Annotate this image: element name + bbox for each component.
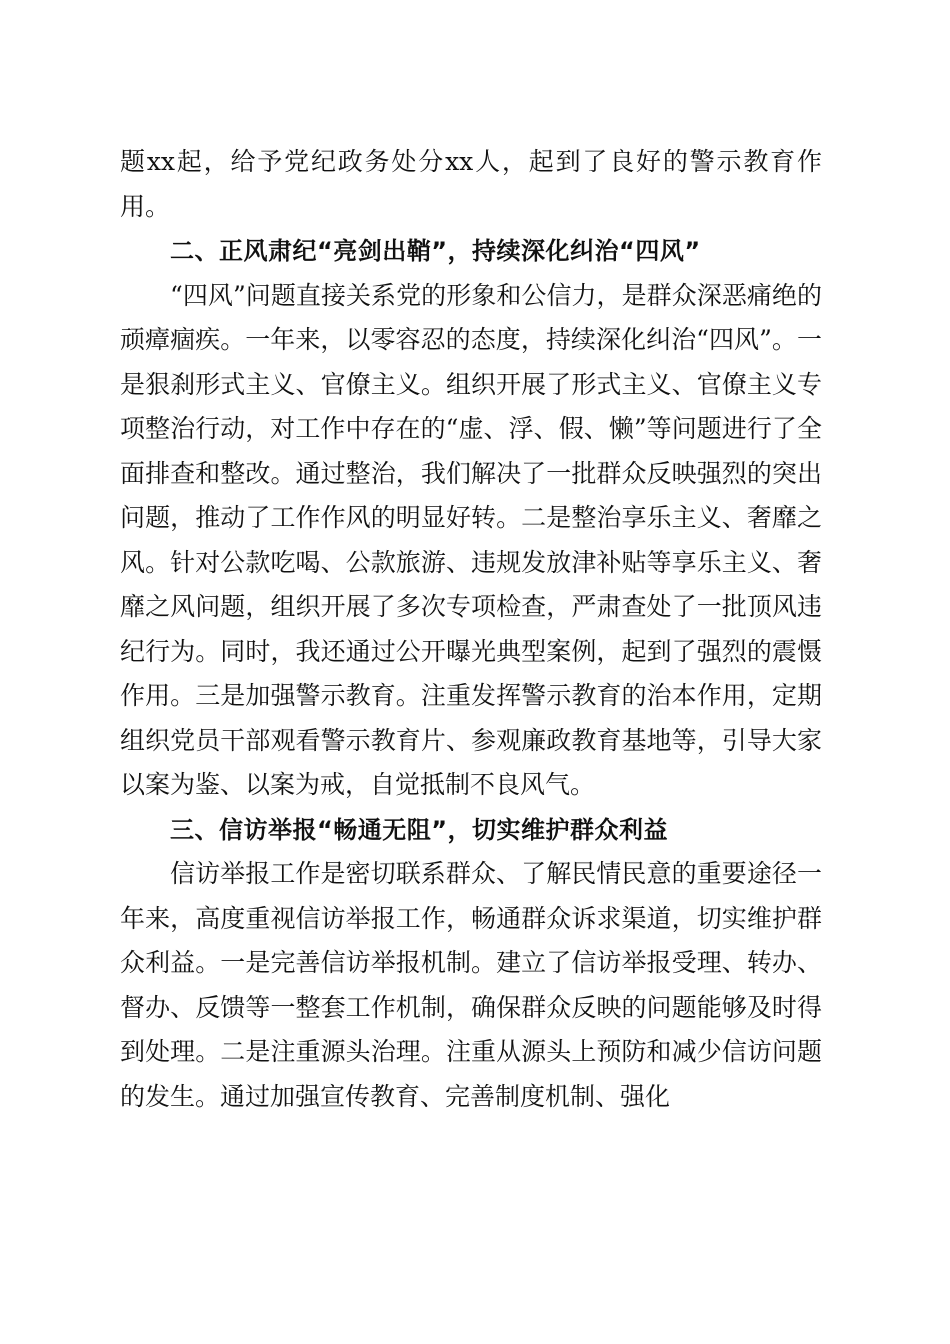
document-body [120,140,822,1119]
section-heading-three: 三、信访举报“畅通无阻”，切实维护群众利益 [170,815,669,844]
paragraph-continued: 题xx起，给予党纪政务处分xx人，起到了良好的警示教育作用。 [120,147,822,221]
section-heading-two: 二、正风肃纪“亮剑出鞘”，持续深化纠治“四风” [170,237,701,265]
paragraph-four-winds: “四风”问题直接关系党的形象和公信力，是群众深恶痛绝的顽瘴痼疾。一年来，以零容忍的态度，持续深化纠治“四风”。一是狠刹形式主义、官僚主义。组织开展了形式主义、官僚主义专项整治行动，对工作中存在的“虚、浮、假、懒”等问题进行了全面排查和整改。通过整治，我们解决了一批群众反映强烈的突出问题，推动了工作作风的明显好转。二是整治享乐主义、奢靡之风。针对公款吃喝、公款旅游、违规发放津补贴等享乐主义、奢靡之风问题，组织开展了多次专项检查，严肃查处了一批顶风违纪行为。同时，我还通过公开曝光典型案例，起到了强烈的震慑作用。三是加强警示教育。注重发挥警示教育的治本作用，定期组织党员干部观看警示教育片、参观廉政教育基地等，引导大家以案为鉴、以案为戒，自觉抵制不良风气。 [120,280,822,799]
paragraph-petitions: 信访举报工作是密切联系群众、了解民情民意的重要途径一年来，高度重视信访举报工作，畅通群众诉求渠道，切实维护群众利益。一是完善信访举报机制。建立了信访举报受理、转办、督办、反馈等一整套工作机制，确保群众反映的问题能够及时得到处理。二是注重源头治理。注重从源头上预防和减少信访问题的发生。通过加强宣传教育、完善制度机制、强化 [120,859,822,1111]
